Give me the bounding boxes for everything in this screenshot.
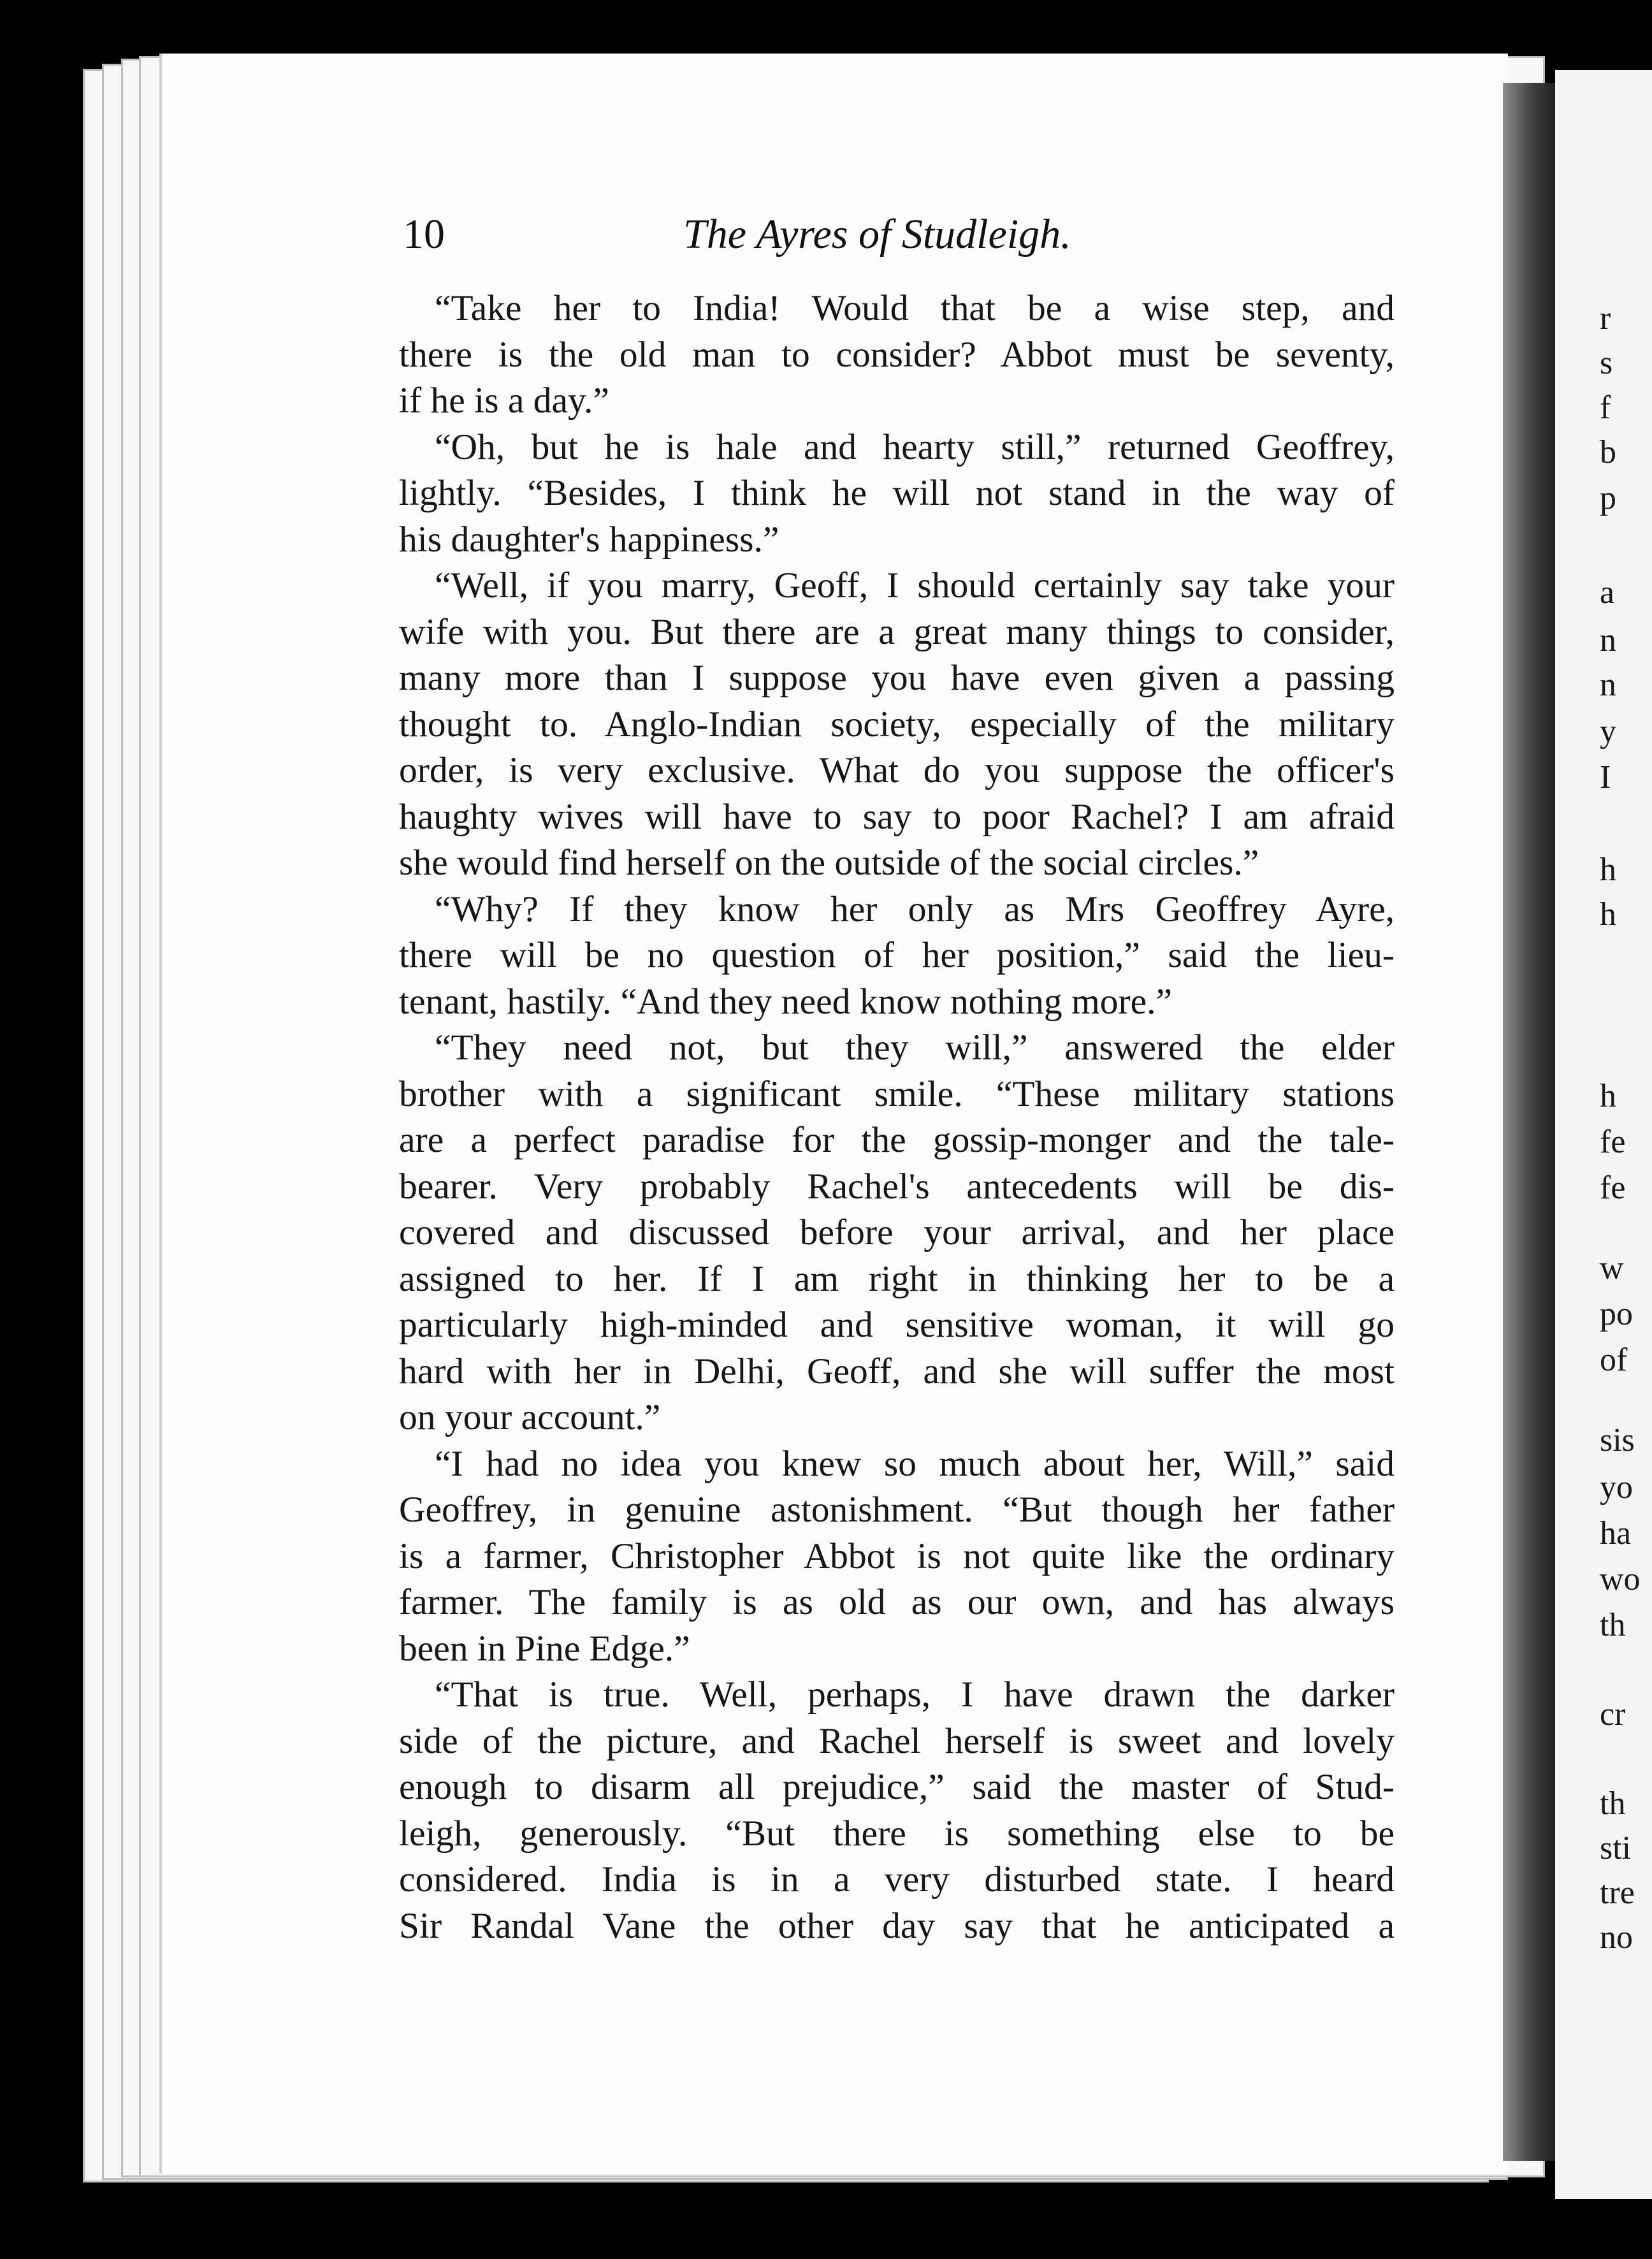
- facing-page-fragment: ha: [1600, 1515, 1632, 1551]
- text-line: hard with her in Delhi, Geoff, and she will suffer the most: [399, 1351, 1395, 1391]
- facing-page-fragment: fe: [1600, 1170, 1626, 1206]
- text-line: tenant, hastily. “And they need know nothing more.”: [399, 981, 1173, 1022]
- text-line: there is the old man to consider? Abbot must be seventy,: [399, 334, 1395, 375]
- facing-page-fragment: po: [1600, 1296, 1633, 1332]
- text-line: leigh, generously. “But there is something else to be: [399, 1813, 1395, 1854]
- facing-page-fragment: s: [1600, 345, 1613, 381]
- facing-page-fragment: th: [1600, 1607, 1626, 1643]
- text-line: “Oh, but he is hale and hearty still,” returned Geoffrey,: [435, 426, 1395, 467]
- text-line: Sir Randal Vane the other day say that he anticipated a: [399, 1905, 1395, 1946]
- facing-page-fragment: f: [1600, 389, 1611, 426]
- facing-page-fragment: h: [1600, 1078, 1616, 1114]
- text-line: assigned to her. If I am right in thinking her to be a: [399, 1258, 1395, 1299]
- text-line: “Well, if you marry, Geoff, I should certainly say take your: [435, 565, 1395, 606]
- facing-page-fragment: fe: [1600, 1124, 1626, 1160]
- text-line: many more than I suppose you have even given a passing: [399, 658, 1395, 698]
- text-line: “I had no idea you knew so much about her, Will,” said: [435, 1443, 1395, 1484]
- text-line: side of the picture, and Rachel herself is sweet and lovely: [399, 1720, 1395, 1761]
- text-line: bearer. Very probably Rachel's antecedents will be dis-: [399, 1166, 1395, 1207]
- page-header: [403, 210, 1124, 280]
- facing-page-fragment: a: [1600, 574, 1615, 611]
- text-line: Geoffrey, in genuine astonishment. “But though her father: [399, 1490, 1395, 1530]
- facing-page-fragment: yo: [1600, 1469, 1633, 1506]
- facing-page-fragment: of: [1600, 1342, 1628, 1378]
- text-line: there will be no question of her position,” said the lieu-: [399, 935, 1395, 975]
- text-line: been in Pine Edge.”: [399, 1628, 690, 1669]
- text-line: haughty wives will have to say to poor Rachel? I am afraid: [399, 796, 1395, 837]
- facing-page-fragment: h: [1600, 852, 1616, 888]
- book-gutter: [1503, 83, 1560, 2161]
- text-line: is a farmer, Christopher Abbot is not quite like the ordinary: [399, 1536, 1395, 1576]
- text-line: if he is a day.”: [399, 381, 609, 421]
- facing-page-fragment: sti: [1600, 1830, 1632, 1866]
- facing-page-fragment: w: [1600, 1250, 1624, 1286]
- facing-page-fragment: n: [1600, 622, 1616, 658]
- facing-page-fragment: b: [1600, 434, 1616, 470]
- text-line: brother with a significant smile. “These military stations: [399, 1073, 1395, 1114]
- text-line: covered and discussed before your arrival, and her place: [399, 1212, 1395, 1253]
- facing-page-fragment: y: [1600, 713, 1616, 750]
- text-line: “Why? If they know her only as Mrs Geoffrey Ayre,: [435, 889, 1395, 929]
- text-line: lightly. “Besides, I think he will not stand in the way of: [399, 473, 1395, 513]
- text-line: order, is very exclusive. What do you suppose the officer's: [399, 750, 1395, 790]
- facing-page-fragment: I: [1600, 759, 1611, 795]
- text-line: “That is true. Well, perhaps, I have drawn the darker: [435, 1674, 1395, 1715]
- facing-page-fragment: tre: [1600, 1875, 1635, 1911]
- facing-page-fragment: r: [1600, 300, 1611, 337]
- text-line: on your account.”: [399, 1397, 661, 1437]
- text-line: particularly high-minded and sensitive woman, it will go: [399, 1305, 1395, 1345]
- text-line: considered. India is in a very disturbed state. I heard: [399, 1859, 1395, 1899]
- facing-page-fragment: no: [1600, 1919, 1633, 1956]
- facing-page-fragment: wo: [1600, 1561, 1641, 1597]
- text-line: farmer. The family is as old as our own, and has always: [399, 1582, 1395, 1622]
- text-line: wife with you. But there are a great many things to consider,: [399, 611, 1395, 652]
- facing-page-fragment: sis: [1600, 1422, 1635, 1458]
- facing-page-fragment: th: [1600, 1785, 1626, 1822]
- facing-page-fragment: p: [1600, 480, 1616, 516]
- text-line: she would find herself on the outside of the social circles.”: [399, 843, 1259, 883]
- text-line: are a perfect paradise for the gossip-monger and the tale-: [399, 1120, 1395, 1160]
- facing-page-fragment: n: [1600, 667, 1616, 703]
- facing-page-fragment: h: [1600, 896, 1616, 933]
- text-line: enough to disarm all prejudice,” said the master of Stud-: [399, 1767, 1395, 1807]
- text-line: “They need not, but they will,” answered the elder: [435, 1028, 1395, 1068]
- page-number: 10: [403, 211, 445, 258]
- text-line: “Take her to India! Would that be a wise step, and: [435, 288, 1395, 328]
- text-line: his daughter's happiness.”: [399, 519, 779, 560]
- body-text: [399, 286, 1395, 1949]
- facing-page-fragment: cr: [1600, 1696, 1626, 1732]
- running-title: The Ayres of Studleigh.: [683, 211, 1071, 258]
- text-line: thought to. Anglo-Indian society, especially of the military: [399, 704, 1395, 745]
